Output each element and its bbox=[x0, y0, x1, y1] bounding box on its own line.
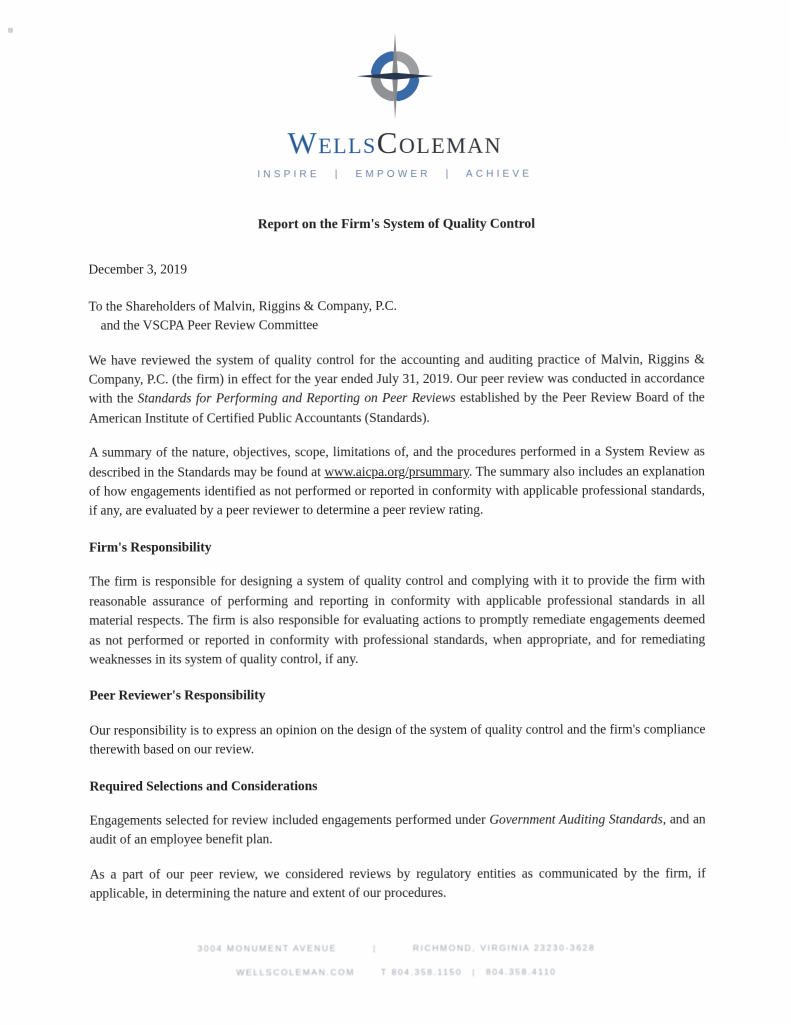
recipient-block bbox=[89, 295, 705, 335]
paragraph-required-selections bbox=[90, 809, 706, 849]
paragraph-reviewer-responsibility: Our responsibility is to express an opinion on the design of the system of quality control and the firm's compliance therewith based on our review. bbox=[89, 721, 706, 757]
letterhead-footer bbox=[1, 935, 791, 985]
paragraph-scope-text-end: established by the Peer Review Board of the American Institute of Certified Public Accountants (Standards). bbox=[88, 389, 705, 426]
footer-contact-line bbox=[1, 959, 791, 985]
recipient-line-1: To the Shareholders of Malvin, Riggins & Company, P.C. bbox=[88, 297, 397, 314]
paragraph-firm-responsibility: The firm is responsible for designing a system of quality control and complying with it to provide the firm with reasonable assurance of performing and reporting in conformity with applicable professional standards in all material respects. The firm is also responsible for evaluating actions to promptly remediate engagements deemed as not performed or reported in conformity with professional standards, when appropriate, and for remediating weaknesses in its system of quality control, if any. bbox=[89, 572, 706, 667]
recipient-line-2: and the VSCPA Peer Review Committee bbox=[100, 317, 319, 333]
heading-required-selections: Required Selections and Considerations bbox=[89, 777, 318, 794]
compass-star-icon bbox=[348, 33, 440, 121]
standards-title-italic: Standards for Performing and Reporting on Peer Reviews bbox=[137, 390, 456, 406]
scan-artifact bbox=[8, 28, 13, 33]
paragraph-summary-text: A summary of the nature, objectives, scope, limitations of, and the procedures performed in a System Review as described in the Standards may be found at bbox=[88, 443, 705, 480]
footer-street-address: 3004 MONUMENT AVENUE bbox=[197, 943, 337, 954]
aicpa-summary-url: www.aicpa.org/prsummary bbox=[324, 463, 469, 479]
letter-title: Report on the Firm's System of Quality Control bbox=[257, 215, 536, 232]
footer-phone: T 804.358.1150 bbox=[380, 966, 463, 978]
footer-fax: 804.358.4110 bbox=[485, 966, 557, 977]
gas-title-italic: Government Auditing Standards bbox=[489, 811, 663, 827]
letterhead bbox=[0, 0, 790, 181]
letter-body bbox=[88, 213, 705, 903]
heading-peer-reviewers-responsibility: Peer Reviewer's Responsibility bbox=[89, 687, 266, 703]
footer-address-line bbox=[1, 935, 791, 961]
company-wordmark bbox=[0, 126, 790, 159]
paragraph-scope-text: We have reviewed the system of quality control for the accounting and auditing practice of Malvin, Riggins & Company, P.C. (the firm) in effect for the year ended July 31, 2019. Our peer review was conducted in accordance with the bbox=[88, 350, 705, 407]
letter-date: December 3, 2019 bbox=[88, 261, 188, 278]
paragraph-summary bbox=[89, 442, 705, 521]
paragraph-scope bbox=[89, 349, 705, 428]
paragraph-required-text-end: , and an audit of an employee benefit plan. bbox=[89, 811, 706, 847]
wordmark-coleman: Coleman bbox=[376, 124, 503, 161]
footer-city-state-zip: RICHMOND, VIRGINIA 23230-3628 bbox=[412, 942, 596, 953]
wordmark-wells: Wells bbox=[287, 125, 377, 161]
footer-separator: | bbox=[372, 943, 377, 954]
brand-tagline: INSPIRE | EMPOWER | ACHIEVE bbox=[257, 168, 533, 181]
paragraph-summary-text-end: . The summary also includes an explanation of how engagements identified as not performed or reported in conformity with applicable professional standards, if any, are evaluated by a peer reviewer to determine a peer review rating. bbox=[88, 463, 705, 519]
paragraph-regulatory-reviews: As a part of our peer review, we considered reviews by regulatory entities as communicated by the firm, if applicable, in determining the nature and extent of our procedures. bbox=[89, 865, 706, 901]
heading-firms-responsibility: Firm's Responsibility bbox=[89, 539, 212, 555]
footer-separator: | bbox=[472, 966, 477, 977]
footer-website: WELLSCOLEMAN.COM bbox=[236, 967, 356, 978]
paragraph-required-text: Engagements selected for review included engagements performed under bbox=[89, 811, 490, 828]
